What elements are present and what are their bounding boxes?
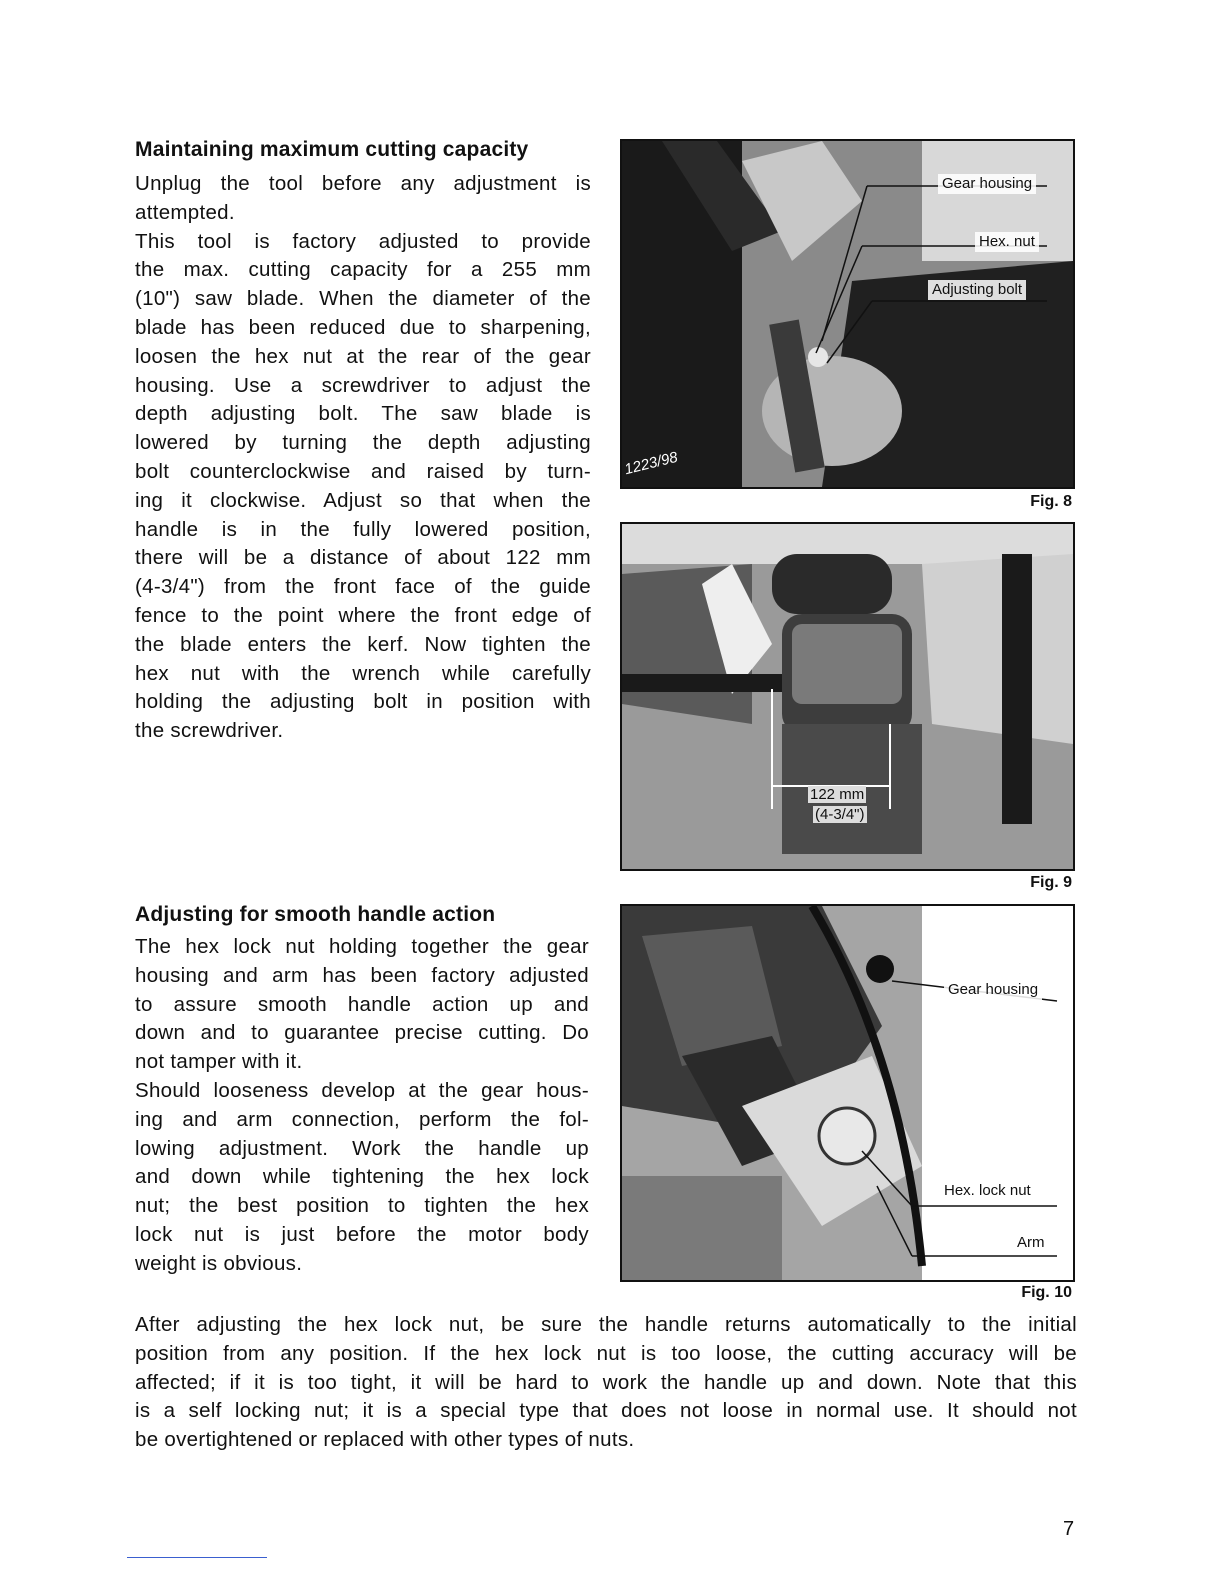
body-text-line: there will be a distance of about 122 mm [135, 546, 591, 570]
page-number: 7 [1063, 1518, 1075, 1540]
fig8-label-gear-housing: Gear housing [938, 174, 1036, 194]
fig8-label-adjusting-bolt: Adjusting bolt [928, 280, 1026, 300]
body-text-line: Unplug the tool before any adjustment is [135, 172, 591, 195]
fig10-caption: Fig. 10 [1021, 1284, 1072, 1301]
body-text-line: blade has been reduced due to sharpening, [135, 315, 591, 339]
body-text-line: to assure smooth handle action up and [135, 992, 589, 1016]
body-text-line: After adjusting the hex lock nut, be sure the handle returns automatically to the initial [135, 1313, 1077, 1336]
body-text-line: loosen the hex nut at the rear of the gear [135, 344, 591, 368]
body-text-line: fence to the point where the front edge of [135, 603, 591, 627]
body-text-line: ing it clockwise. Adjust so that when the [135, 488, 591, 512]
body-text-line: position from any position. If the hex lock nut is too loose, the cutting accuracy will be [135, 1341, 1077, 1365]
body-text-line: (4-3/4") from the front face of the guide [135, 575, 591, 599]
body-text-line: holding the adjusting bolt in position with [135, 690, 591, 714]
body-text-line: and down while tightening the hex lock [135, 1165, 589, 1189]
body-text-line: the max. cutting capacity for a 255 mm [135, 258, 591, 282]
bottom-paragraph [135, 1311, 1077, 1455]
body-text-line: This tool is factory adjusted to provide [135, 229, 591, 253]
body-text-line: the blade enters the kerf. Now tighten the [135, 632, 591, 656]
body-text-line: attempted. [135, 200, 235, 224]
figure-10-photo [620, 904, 1075, 1282]
body-text-line: the screwdriver. [135, 719, 284, 743]
body-text-line: bolt counterclockwise and raised by turn- [135, 459, 591, 483]
body-text-line: ing and arm connection, perform the fol- [135, 1107, 589, 1131]
body-text-line: is a self locking nut; it is a special type that does not loose in normal use. It should not [135, 1399, 1077, 1423]
fig9-caption: Fig. 9 [1030, 874, 1072, 891]
body-text-line: The hex lock nut holding together the gear [135, 935, 589, 958]
section-body-cutting-capacity [135, 170, 591, 746]
body-text-line: affected; if it is too tight, it will be hard to work the handle up and down. Note that this [135, 1370, 1077, 1394]
section-heading-cutting-capacity: Maintaining maximum cutting capacity [135, 138, 529, 161]
fig8-label-hex-nut: Hex. nut [975, 232, 1039, 252]
fig9-dimension-mm: 122 mm [810, 786, 865, 803]
fig10-label-gear-housing: Gear housing [944, 980, 1042, 1000]
fig8-caption: Fig. 8 [1030, 493, 1072, 510]
body-text-line: hex nut with the wrench while carefully [135, 661, 591, 685]
fig10-label-arm: Arm [1013, 1233, 1049, 1253]
section-body-handle-action [135, 933, 589, 1279]
footer-rule [127, 1557, 267, 1558]
body-text-line: housing and arm has been factory adjusted [135, 963, 589, 987]
body-text-line: housing. Use a screwdriver to adjust the [135, 373, 591, 397]
body-text-line: nut; the best position to tighten the hex [135, 1194, 589, 1218]
fig10-label-hex-lock-nut: Hex. lock nut [940, 1181, 1035, 1201]
body-text-line: lowered by turning the depth adjusting [135, 431, 591, 455]
fig9-dimension-inch: (4-3/4") [815, 806, 865, 823]
body-text-line: Should looseness develop at the gear hous- [135, 1078, 589, 1102]
body-text-line: be overtightened or replaced with other types of nuts. [135, 1428, 635, 1452]
body-text-line: down and to guarantee precise cutting. Do [135, 1021, 589, 1045]
body-text-line: (10") saw blade. When the diameter of the [135, 287, 591, 311]
section-heading-handle-action: Adjusting for smooth handle action [135, 903, 496, 926]
body-text-line: lock nut is just before the motor body [135, 1222, 589, 1246]
fig8-stamp: 1223/98 [622, 448, 680, 479]
body-text-line: not tamper with it. [135, 1050, 303, 1074]
body-text-line: lowing adjustment. Work the handle up [135, 1136, 589, 1160]
body-text-line: handle is in the fully lowered position, [135, 517, 591, 541]
body-text-line: weight is obvious. [135, 1251, 303, 1275]
body-text-line: depth adjusting bolt. The saw blade is [135, 402, 591, 426]
